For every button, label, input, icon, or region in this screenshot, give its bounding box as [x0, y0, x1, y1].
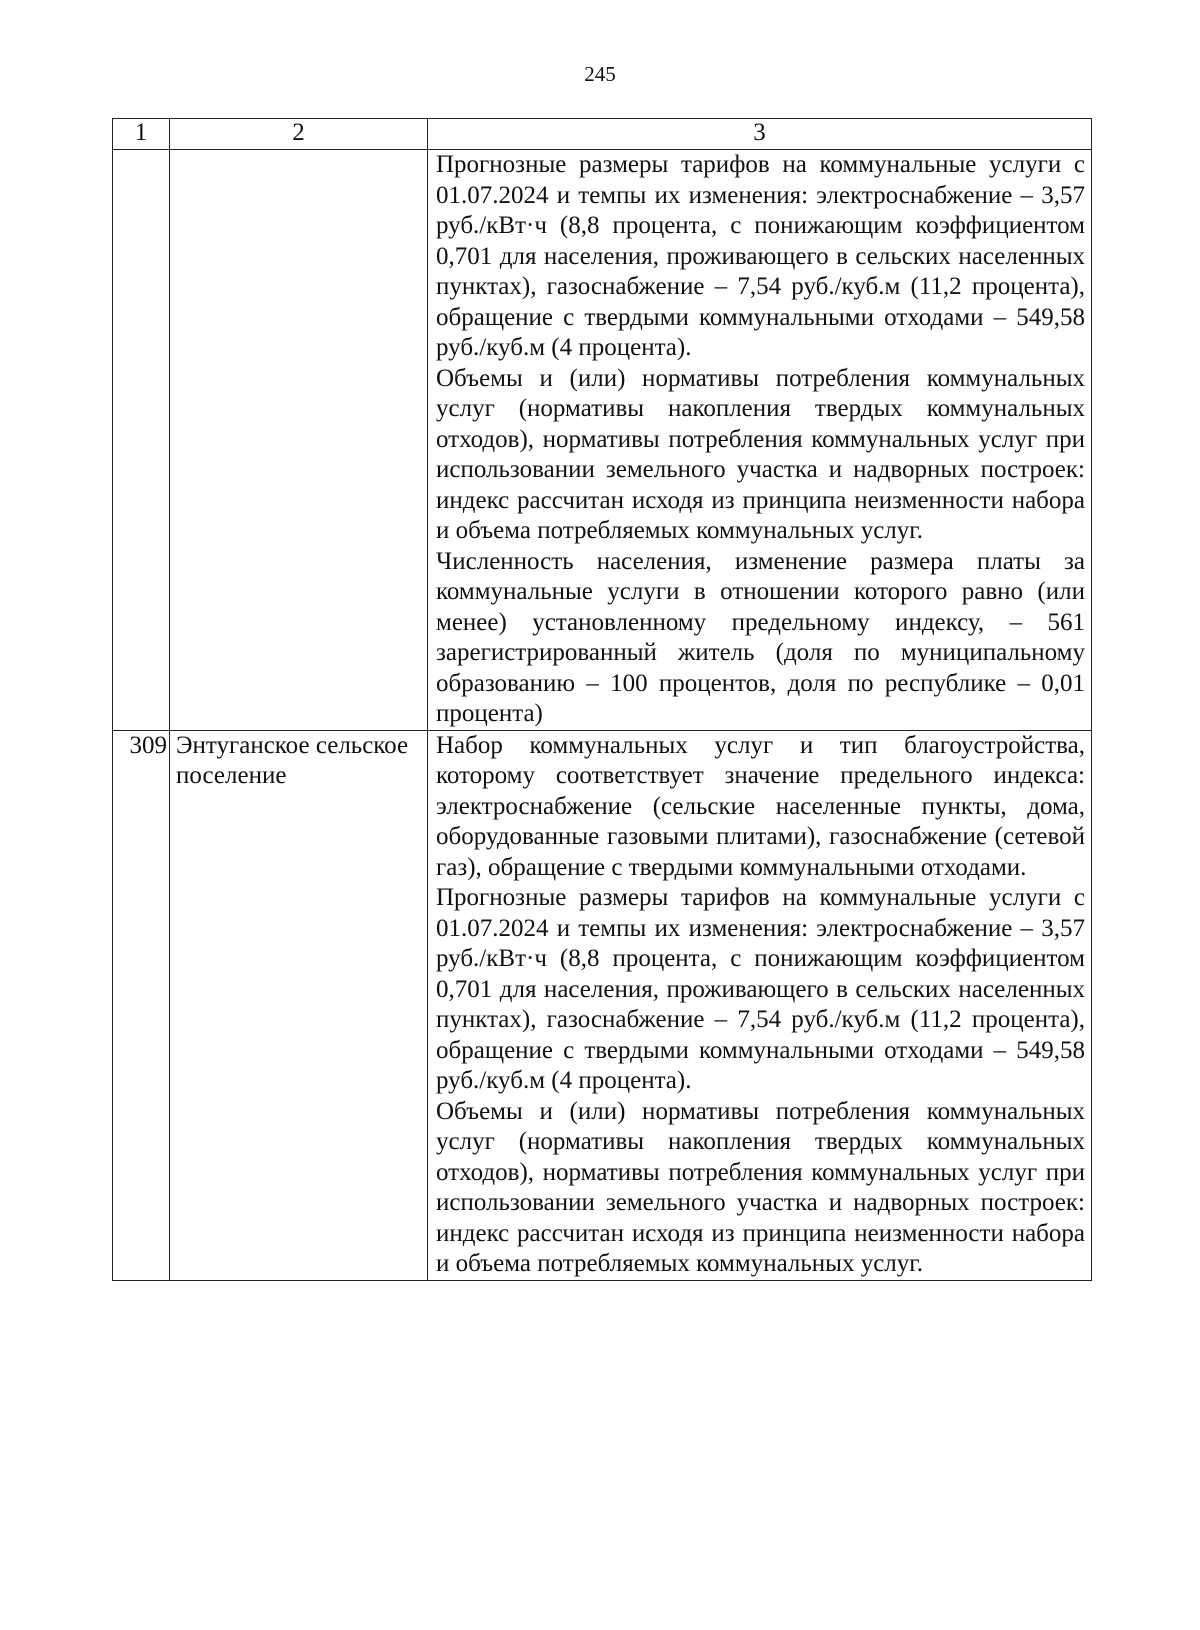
- description-cell: [428, 150, 1092, 731]
- table-header-row: [113, 119, 1092, 150]
- tariff-forecast-paragraph: Прогнозные размеры тарифов на коммунальные услуги с 01.07.2024 и темпы их изменения: электроснабжение – 3,57 руб./кВт·ч (8,8 процента, с понижающим коэффициентом 0,701 для населения, проживающего в сельских населенных пунктах), газоснабжение – 7,54 руб./куб.м (11,2 процента), обращение с твердыми коммунальными отходами – 549,58 руб./куб.м (4 процента).: [436, 884, 1085, 1094]
- column-header-1: 1: [113, 119, 170, 150]
- consumption-volumes-paragraph: Объемы и (или) нормативы потребления коммунальных услуг (нормативы накопления твердых коммунальных отходов), нормативы потребления коммунальных услуг при использовании земельного участка и надворных построек: индекс рассчитан исходя из принципа неизменности набора и объема потребляемых коммунальных услуг.: [436, 364, 1085, 544]
- column-header-3: 3: [428, 119, 1092, 150]
- tariff-table: [112, 118, 1092, 1281]
- column-header-2: 2: [170, 119, 428, 150]
- description-cell: [428, 730, 1092, 1280]
- row-number: 309: [113, 730, 170, 1280]
- population-paragraph: Численность населения, изменение размера платы за коммунальные услуги в отношении которого равно (или менее) установленному предельному индексу, – 561 зарегистрированный житель (доля по муниципальному образованию – 100 процентов, доля по республике – 0,01 процента): [436, 547, 1085, 727]
- utility-set-paragraph: Набор коммунальных услуг и тип благоустройства, которому соответствует значение предельного индекса: электроснабжение (сельские населенные пункты, дома, оборудованные газовыми плитами), газоснабжение (сетевой газ), обращение с твердыми коммунальными отходами.: [436, 731, 1085, 881]
- row-number: [113, 150, 170, 731]
- settlement-name: [170, 150, 428, 731]
- table-row: [113, 150, 1092, 731]
- consumption-volumes-paragraph: Объемы и (или) нормативы потребления коммунальных услуг (нормативы накопления твердых коммунальных отходов), нормативы потребления коммунальных услуг при использовании земельного участка и надворных построек: индекс рассчитан исходя из принципа неизменности набора и объема потребляемых коммунальных услуг.: [436, 1097, 1085, 1277]
- table-row: [113, 730, 1092, 1280]
- settlement-name: Энтуганское сельское поселение: [170, 730, 428, 1280]
- page-number: 245: [584, 62, 616, 86]
- tariff-forecast-paragraph: Прогнозные размеры тарифов на коммунальные услуги с 01.07.2024 и темпы их изменения: электроснабжение – 3,57 руб./кВт·ч (8,8 процента, с понижающим коэффициентом 0,701 для населения, проживающего в сельских населенных пунктах), газоснабжение – 7,54 руб./куб.м (11,2 процента), обращение с твердыми коммунальными отходами – 549,58 руб./куб.м (4 процента).: [436, 151, 1085, 361]
